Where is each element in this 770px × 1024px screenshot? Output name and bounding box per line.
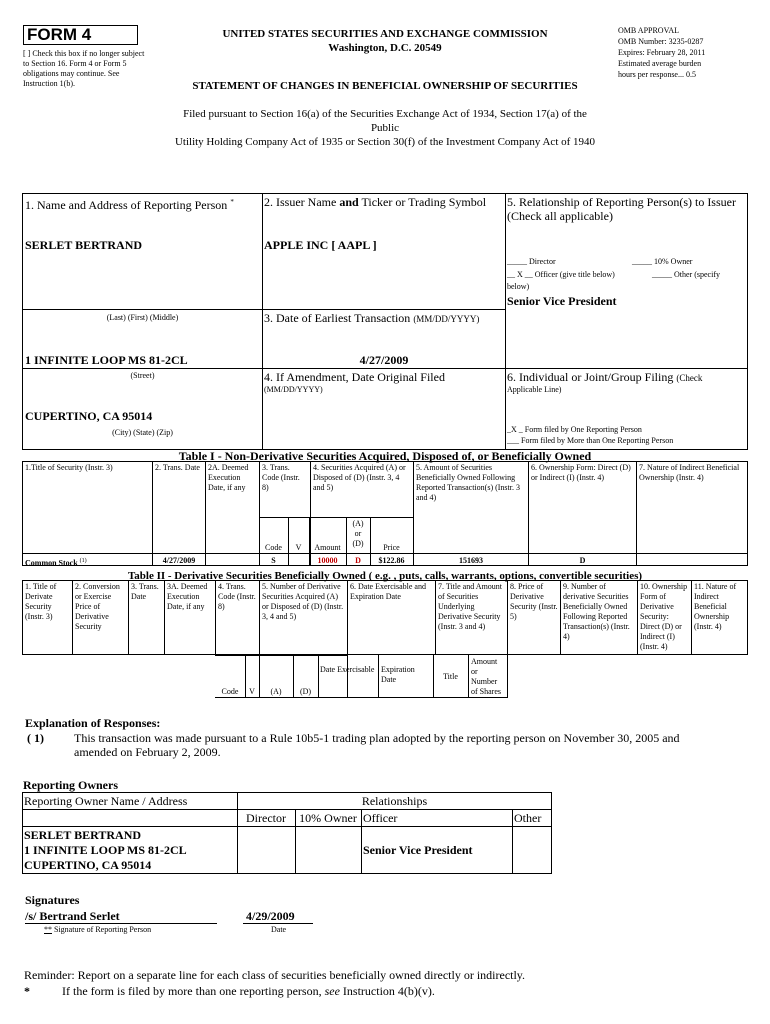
t1-row-ad: D bbox=[355, 556, 361, 565]
rel-director: _____ Director bbox=[507, 257, 556, 266]
signature-date-caption: Date bbox=[271, 925, 287, 934]
section2-label bbox=[264, 195, 486, 209]
omb-number: OMB Number: 3235-0287 bbox=[618, 37, 704, 46]
section1-label bbox=[25, 195, 234, 212]
t1-header-6: 6. Ownership Form: Direct (D) or Indirect (I) (Instr. 4) bbox=[531, 463, 631, 482]
owners-h1 bbox=[22, 809, 552, 810]
t2-sub-v: V bbox=[249, 687, 255, 696]
omb-approval: OMB APPROVAL bbox=[618, 26, 679, 35]
t1-header-3: 3. Trans. Code (Instr. 8) bbox=[262, 463, 300, 492]
section5-sub: (Check all applicable) bbox=[507, 209, 613, 223]
t1-row-security-text: Common Stock bbox=[25, 558, 78, 568]
name-caption: (Last) (First) (Middle) bbox=[106, 313, 179, 322]
t1-row-date: 4/27/2009 bbox=[162, 556, 196, 565]
signature-name: /s/ Bertrand Serlet bbox=[25, 909, 120, 923]
owners-h2 bbox=[22, 826, 552, 827]
t2-header-7: 7. Title and Amount of Securities Underlying Derivative Security (Instr. 3 and 4) bbox=[438, 582, 503, 631]
issuer-name: APPLE INC [ AAPL ] bbox=[264, 238, 377, 252]
t1-sub-code: Code bbox=[265, 543, 282, 552]
footer-star-note bbox=[62, 984, 435, 998]
t2-sub-amount: Amount or Number of Shares bbox=[471, 657, 501, 696]
t2-header-9: 9. Number of derivative Securities Beneficially Owned Following Reported Transaction(s) (Instr. 4) bbox=[563, 582, 630, 641]
omb-burden: Estimated average burden bbox=[618, 59, 702, 68]
section2-label-post: Ticker or Trading Symbol bbox=[358, 195, 487, 209]
officer-title: Senior Vice President bbox=[507, 294, 617, 308]
owners-col-name: Reporting Owner Name / Address bbox=[24, 794, 188, 808]
section3-format: (MM/DD/YYYY) bbox=[413, 314, 480, 324]
owners-row-street: 1 INFINITE LOOP MS 81-2CL bbox=[24, 843, 187, 857]
section1-divider-a bbox=[22, 309, 263, 310]
t2-sub-date-exercisable: Date Exercisable bbox=[320, 665, 375, 674]
t1-row-code: S bbox=[271, 556, 276, 565]
footer-star-post: Instruction 4(b)(v). bbox=[339, 984, 435, 998]
section2-label-and: and bbox=[339, 195, 359, 209]
table1-title: Table I - Non-Derivative Securities Acquired, Disposed of, or Beneficially Owned bbox=[178, 449, 592, 463]
explanation-item-text: This transaction was made pursuant to a Rule 10b5-1 trading plan adopted by the reporting person on November 30, 2005 and amended on February 2, 2009. bbox=[74, 731, 680, 759]
explanation-heading: Explanation of Responses: bbox=[25, 716, 161, 730]
t1-row-form: D bbox=[579, 556, 586, 565]
t1-row-security bbox=[23, 555, 151, 570]
t1-sub-v: V bbox=[295, 543, 302, 552]
t1-header-2a: 2A. Deemed Execution Date, if any bbox=[208, 463, 249, 492]
t2-header-5: 5. Number of Derivative Securities Acquired (A) or Disposed of (D) (Instr. 3, 4 and 5) bbox=[262, 582, 344, 621]
t2-header-11: 11. Nature of Indirect Beneficial Ownership (Instr. 4) bbox=[694, 582, 737, 631]
t2-header-8: 8. Price of Derivative Security (Instr. 5) bbox=[510, 582, 558, 621]
signatures-heading: Signatures bbox=[25, 893, 80, 907]
section4-format: (MM/DD/YYYY) bbox=[264, 385, 323, 394]
t2-sub-expiration: Expiration Date bbox=[381, 665, 415, 684]
owners-v4 bbox=[512, 809, 513, 874]
section6-label bbox=[507, 370, 702, 385]
owners-heading: Reporting Owners bbox=[23, 778, 118, 792]
section5-label: 5. Relationship of Reporting Person(s) to Issuer bbox=[507, 195, 736, 209]
t2-header-3a: 3A. Deemed Execution Date, if any bbox=[167, 582, 208, 611]
filing-option-multiple: ___ Form filed by More than One Reporting Person bbox=[507, 436, 674, 445]
rel-other: _____ Other (specify bbox=[652, 270, 720, 279]
filing-option-one: _X _ Form filed by One Reporting Person bbox=[507, 425, 642, 434]
t2-header-6: 6. Date Exercisable and Expiration Date bbox=[350, 582, 426, 601]
section6-applicable: Applicable Line) bbox=[507, 385, 562, 394]
filed-pursuant-line1: Filed pursuant to Section 16(a) of the Securities Exchange Act of 1934, Section 17(a) of the bbox=[183, 108, 587, 120]
form-title: FORM 4 bbox=[27, 25, 92, 44]
t2-sub-v-i bbox=[507, 655, 508, 697]
footer-star-see: see bbox=[324, 984, 340, 998]
rel-ten-percent-owner: _____ 10% Owner bbox=[632, 257, 693, 266]
owners-row-name: SERLET BERTRAND bbox=[24, 828, 142, 842]
t2-header-1: 1. Title of Derivate Security (Instr. 3) bbox=[25, 582, 57, 621]
t2-sub-a: (A) bbox=[270, 687, 282, 696]
footer-star: * bbox=[24, 984, 30, 998]
t1-header-4: 4. Securities Acquired (A) or Disposed of (D) (Instr. 3, 4 and 5) bbox=[313, 463, 406, 492]
signature-date-line bbox=[243, 923, 313, 924]
rel-below: below) bbox=[507, 282, 530, 291]
section6-label-text: 6. Individual or Joint/Group Filing bbox=[507, 370, 674, 384]
section1-divider-b bbox=[22, 368, 263, 369]
t1-row-price: $122.86 bbox=[378, 556, 405, 565]
section1-marker: * bbox=[230, 198, 234, 206]
filed-pursuant-line2: Public bbox=[370, 122, 400, 134]
signature-caption-text: Signature of Reporting Person bbox=[54, 925, 152, 934]
section1-label-text: 1. Name and Address of Reporting Person bbox=[25, 198, 228, 212]
owners-v3 bbox=[361, 809, 362, 874]
street-caption: (Street) bbox=[130, 371, 155, 380]
owners-row-city: CUPERTINO, CA 95014 bbox=[24, 858, 152, 872]
t1-row-amount: 10000 bbox=[317, 556, 338, 565]
t1-v1 bbox=[152, 461, 153, 566]
signature-date: 4/29/2009 bbox=[246, 909, 295, 923]
omb-expires: Expires: February 28, 2011 bbox=[618, 48, 706, 57]
signature-caption bbox=[44, 925, 151, 935]
omb-hours: hours per response... 0.5 bbox=[618, 70, 696, 79]
section6-check: (Check bbox=[676, 373, 703, 383]
agency-name: UNITED STATES SECURITIES AND EXCHANGE COMMISSION bbox=[222, 28, 548, 40]
owners-col-other: Other bbox=[514, 811, 542, 825]
t1-header-5: 5. Amount of Securities Beneficially Owned Following Reported Transaction(s) (Instr. 3 and 4) bbox=[416, 463, 520, 502]
city-caption: (City) (State) (Zip) bbox=[112, 428, 173, 437]
table2-title: Table II - Derivative Securities Beneficially Owned ( e.g. , puts, calls, warrants, options, convertible securities) bbox=[127, 570, 643, 582]
reminder-text: Reminder: Report on a separate line for each class of securities beneficially owned directly or indirectly. bbox=[24, 968, 526, 982]
t2-sub-h1 bbox=[215, 655, 347, 656]
checkbox-note: [ ] Check this box if no longer subject to Section 16. Form 4 or Form 5 obligations may continue. See Instruction 1(b). bbox=[23, 49, 145, 88]
t1-sub-price: Price bbox=[383, 543, 400, 552]
t2-sub-v-e bbox=[347, 655, 348, 697]
rel-officer: __ X __ Officer (give title below) bbox=[507, 270, 615, 279]
owners-col-ten-owner: 10% Owner bbox=[299, 811, 357, 825]
t2-sub-title: Title bbox=[443, 672, 458, 681]
owners-col-officer: Officer bbox=[363, 811, 398, 825]
t2-header-2: 2. Conversion or Exercise Price of Derivative Security bbox=[75, 582, 120, 631]
owners-row-officer: Senior Vice President bbox=[363, 843, 473, 857]
section3-label bbox=[264, 311, 479, 326]
t2-sub-v-d bbox=[318, 655, 319, 697]
t1-row-footnote: (1) bbox=[79, 558, 87, 564]
t2-sub-d: (D) bbox=[299, 687, 312, 696]
agency-location: Washington, D.C. 20549 bbox=[328, 42, 442, 54]
t2-sub-code: Code bbox=[221, 687, 239, 696]
signature-caption-marker: ** bbox=[44, 925, 52, 934]
filed-pursuant-line3: Utility Holding Company Act of 1935 or Section 30(f) of the Investment Company Act of 1940 bbox=[174, 136, 596, 148]
reporting-person-city: CUPERTINO, CA 95014 bbox=[25, 409, 153, 423]
owners-col-relationships: Relationships bbox=[361, 794, 428, 808]
reporting-person-street: 1 INFINITE LOOP MS 81-2CL bbox=[25, 353, 188, 367]
t2-header-10: 10. Ownership Form of Derivative Security: Direct (D) or Indirect (I) (Instr. 4) bbox=[640, 582, 688, 651]
footer-star-pre: If the form is filed by more than one reporting person, bbox=[62, 984, 325, 998]
earliest-transaction-date: 4/27/2009 bbox=[359, 353, 409, 367]
t1-row-owned: 151693 bbox=[459, 556, 483, 565]
owners-col-director: Director bbox=[246, 811, 286, 825]
reporting-person-name: SERLET BERTRAND bbox=[25, 238, 143, 252]
t2-header-4: 4. Trans. Code (Instr. 8) bbox=[218, 582, 256, 611]
t2-header-3: 3. Trans. Date bbox=[131, 582, 159, 601]
t1-h1 bbox=[259, 517, 413, 518]
section3-label-text: 3. Date of Earliest Transaction bbox=[264, 311, 411, 325]
t1-header-7: 7. Nature of Indirect Beneficial Ownership (Instr. 4) bbox=[639, 463, 740, 482]
section2-label-pre: 2. Issuer Name bbox=[264, 195, 340, 209]
t1-sub-ad: (A) or (D) bbox=[352, 519, 364, 548]
t1-header-2: 2. Trans. Date bbox=[155, 463, 200, 472]
explanation-item-num: ( 1) bbox=[27, 731, 44, 745]
section4-label: 4. If Amendment, Date Original Filed bbox=[264, 370, 445, 384]
signature-line bbox=[25, 923, 217, 924]
t1-header-1: 1.Title of Security (Instr. 3) bbox=[25, 463, 113, 472]
statement-title: STATEMENT OF CHANGES IN BENEFICIAL OWNERSHIP OF SECURITIES bbox=[192, 80, 578, 92]
t1-sub-amount: Amount bbox=[314, 543, 341, 552]
